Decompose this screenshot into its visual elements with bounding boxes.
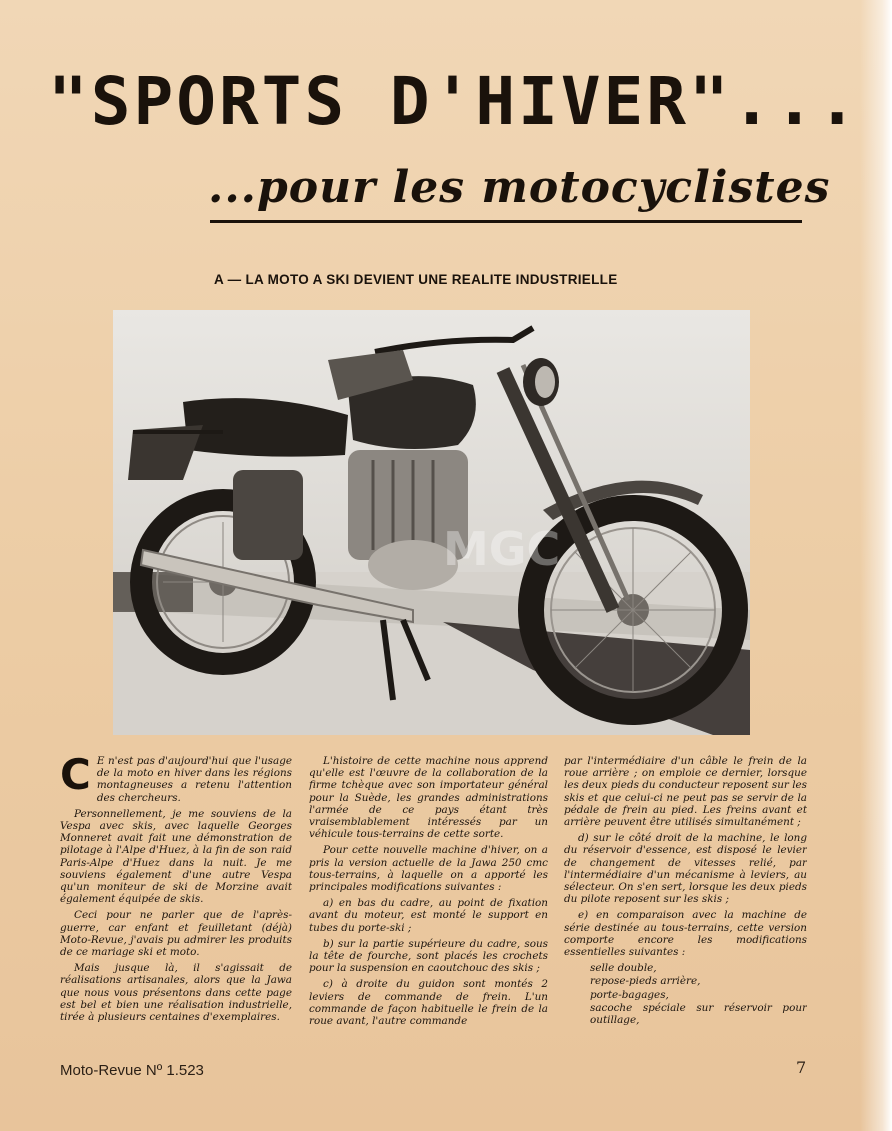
list-item: selle double, xyxy=(590,962,657,975)
paragraph: Ceci pour ne parler que de l'après-guerre, car enfant et feuilletant (déjà) Moto-Revue, j'avais pu admirer les produits de ce mariage ski et moto. xyxy=(60,909,292,959)
section-heading: A — LA MOTO A SKI DEVIENT UNE REALITE INDUSTRIELLE xyxy=(214,272,618,287)
paragraph: a) en bas du cadre, au point de fixation avant du moteur, est monté le support en tubes du porte-ski ; xyxy=(309,897,548,934)
headline: "SPORTS D'HIVER"... xyxy=(48,63,860,140)
paragraph: c) à droite du guidon sont montés 2 leviers de commande de frein. L'un commande de façon habituelle le frein de la roue avant, l'autre commande xyxy=(309,978,548,1028)
list-item: repose-pieds arrière, xyxy=(590,975,701,988)
paragraph: Pour cette nouvelle machine d'hiver, on a pris la version actuelle de la Jawa 250 cmc tous-terrains, à laquelle on a apporté les principales modifications suivantes : xyxy=(309,844,548,894)
list-item: porte-bagages, xyxy=(590,988,669,1001)
column-3 xyxy=(564,755,807,1051)
column-2 xyxy=(309,755,548,1051)
publication-footer: Moto-Revue Nº 1.523 xyxy=(60,1062,204,1079)
watermark-text: MGC xyxy=(443,522,561,576)
paragraph: C E n'est pas d'aujourd'hui que l'usage de la moto en hiver dans les régions montagneuses a retenu l'attention des chercheurs. xyxy=(60,755,292,804)
paragraph: Mais jusque là, il s'agissait de réalisations artisanales, alors que la Jawa que nous vous présentons dans cette page est bel et bien une réalisation industrielle, tirée à plusieurs centaines d'exemplaires. xyxy=(60,962,292,1024)
page-number: 7 xyxy=(796,1058,807,1077)
list-item: sacoche spéciale sur réservoir pour outillage, xyxy=(590,1001,807,1027)
motorcycle-illustration xyxy=(113,310,750,735)
paragraph: L'histoire de cette machine nous apprend qu'elle est l'œuvre de la collaboration de la firme tchèque avec son importateur général pour la Suède, les grandes administrations l'armée de ce pays étant très vraisemblablement intéressés par un véhicule tous-terrains de cette sorte. xyxy=(309,755,548,841)
motorcycle-photo xyxy=(113,310,750,735)
paragraph: Personnellement, je me souviens de la Vespa avec skis, avec laquelle Georges Monneret avait fait une démonstration de pilotage à l'Alpe d'Huez, à la fin de son raid Paris-Alpe d'Huez dans la nuit. Je me souviens également d'une autre Vespa qu'un moniteur de ski de Morzine avait également équipée de skis. xyxy=(60,807,292,906)
paragraph: e) en comparaison avec la machine de série destinée au tous-terrains, cette version comporte encore les modifications essentielles suivantes : xyxy=(564,909,807,959)
paragraph: d) sur le côté droit de la machine, le long du réservoir d'essence, est disposé le levier de changement de vitesses relié, par l'intermédiaire d'un mécanisme à leviers, au sélecteur. On s'en sert, lorsque les deux pieds du pilote reposent sur les skis ; xyxy=(564,832,807,906)
paragraph: par l'intermédiaire d'un câble le frein de la roue arrière ; on emploie ce dernier, lorsque les deux pieds du conducteur reposent sur les skis et que celui-ci ne peut pas se servir de la pédale de frein au pied. Les freins avant et arrière peuvent être utilisés simultanément ; xyxy=(564,755,807,829)
column-1 xyxy=(60,755,292,1051)
title-underline xyxy=(210,220,802,223)
subheadline: ...pour les motocyclistes xyxy=(208,162,831,213)
dropcap: C xyxy=(60,755,91,799)
paragraph: b) sur la partie supérieure du cadre, sous la tête de fourche, sont placés les crochets pour la suspension en caoutchouc des skis ; xyxy=(309,937,548,975)
